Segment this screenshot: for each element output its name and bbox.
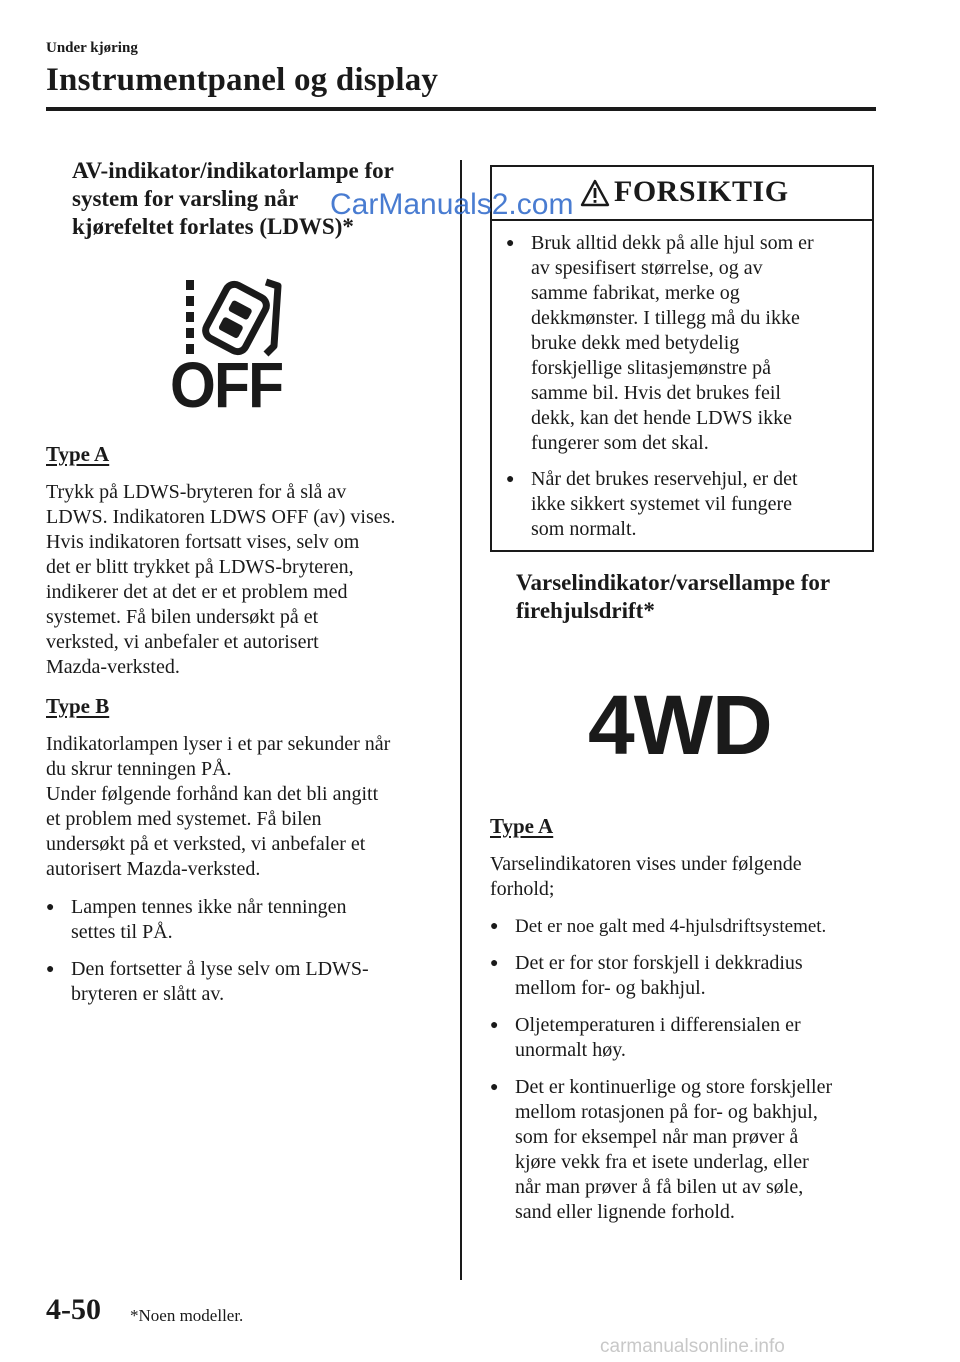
footnote: *Noen modeller. <box>130 1306 244 1325</box>
page-title: Instrumentpanel og display <box>46 62 439 98</box>
title-rule <box>46 107 876 111</box>
text-line: Varselindikatoren vises under følgende <box>490 853 802 875</box>
type-b-label: Type B <box>46 694 110 718</box>
text-line: autorisert Mazda-verksted. <box>46 858 261 880</box>
column-divider <box>460 160 462 1280</box>
ldws-off-icon <box>170 276 290 421</box>
text-line: det er blitt trykket på LDWS-bryteren, <box>46 556 354 578</box>
text-line: Mazda-verksted. <box>46 656 180 678</box>
text-line: Det er noe galt med 4-hjulsdriftsystemet. <box>515 916 827 937</box>
text-line: Det er for stor forskjell i dekkradius <box>515 952 803 974</box>
ldws-type-a-paragraph <box>46 480 395 680</box>
text-line: Den fortsetter å lyse selv om LDWS- <box>71 958 369 980</box>
bullet-icon: ● <box>490 919 499 934</box>
4wd-icon: 4WD <box>588 678 772 772</box>
watermark: CarManuals2.com <box>330 188 574 221</box>
text-line: Det er kontinuerlige og store forskjeller <box>515 1076 833 1098</box>
text-line: mellom for- og bakhjul. <box>515 977 706 999</box>
text-line: du skrur tenningen PÅ. <box>46 758 232 780</box>
text-line: Trykk på LDWS-bryteren for å slå av <box>46 481 347 503</box>
text-line: systemet. Få bilen undersøkt på et <box>46 606 319 628</box>
text-line: indikerer det at det er et problem med <box>46 581 348 603</box>
footer-site-watermark: carmanualsonline.info <box>600 1336 785 1357</box>
bullet-icon: ● <box>46 962 55 977</box>
bullet-icon: ● <box>506 472 515 487</box>
ldws-heading-line: system for varsling når <box>72 186 299 211</box>
caution-box <box>490 165 874 552</box>
ldws-heading-line: AV-indikator/indikatorlampe for <box>72 158 394 183</box>
warning-triangle-icon <box>580 179 610 207</box>
page-number: 4-50 <box>46 1293 101 1326</box>
text-line: Når det brukes reservehjul, er det <box>531 468 798 490</box>
text-line: Hvis indikatoren fortsatt vises, selv om <box>46 531 360 553</box>
text-line: forskjellige slitasjemønstre på <box>531 357 771 379</box>
text-line: dekk, kan det hende LDWS ikke <box>531 407 793 429</box>
text-line: samme bil. Hvis det brukes feil <box>531 382 781 404</box>
bullet-icon: ● <box>46 900 55 915</box>
text-line: når man prøver å få bilen ut av søle, <box>515 1176 804 1198</box>
text-line: verksted, vi anbefaler et autorisert <box>46 631 319 653</box>
text-line: Lampen tennes ikke når tenningen <box>71 896 347 918</box>
bullet-icon: ● <box>490 956 499 971</box>
text-line: undersøkt på et verksted, vi anbefaler et <box>46 833 366 855</box>
text-line: bryteren er slått av. <box>71 983 225 1005</box>
bullet-icon: ● <box>490 1018 499 1033</box>
fourwd-type-a-paragraph <box>490 852 802 902</box>
text-line: Under følgende forhånd kan det bli angitt <box>46 783 379 805</box>
caution-title: FORSIKTIG <box>614 175 789 208</box>
text-line: settes til PÅ. <box>71 921 173 943</box>
text-line: av spesifisert størrelse, og av <box>531 257 763 279</box>
ldws-heading-line: kjørefeltet forlates (LDWS)* <box>72 214 354 239</box>
fourwd-heading-line: Varselindikator/varsellampe for <box>516 570 831 595</box>
text-line: et problem med systemet. Få bilen <box>46 808 322 830</box>
text-line: sand eller lignende forhold. <box>515 1201 735 1223</box>
fourwd-heading-line: firehjulsdrift* <box>516 598 655 623</box>
bullet-icon: ● <box>506 236 515 251</box>
text-line: mellom rotasjonen på for- og bakhjul, <box>515 1101 818 1123</box>
text-line: som for eksempel når man prøver å <box>515 1126 799 1148</box>
text-line: dekkmønster. I tillegg må du ikke <box>531 307 800 329</box>
ldws-off-text: OFF <box>170 349 283 421</box>
text-line: forhold; <box>490 878 555 900</box>
text-line: Indikatorlampen lyser i et par sekunder når <box>46 733 391 755</box>
text-line: Oljetemperaturen i differensialen er <box>515 1014 801 1036</box>
text-line: Bruk alltid dekk på alle hjul som er <box>531 232 814 254</box>
breadcrumb: Under kjøring <box>46 40 138 56</box>
bullet-icon: ● <box>490 1080 499 1095</box>
ldws-type-b-paragraph <box>46 732 390 882</box>
type-a-label: Type A <box>490 814 554 838</box>
text-line: som normalt. <box>531 518 637 540</box>
text-line: fungerer som det skal. <box>531 432 709 454</box>
fourwd-heading <box>516 569 830 625</box>
text-line: samme fabrikat, merke og <box>531 282 740 304</box>
text-line: unormalt høy. <box>515 1039 626 1061</box>
text-line: ikke sikkert systemet vil fungere <box>531 493 793 515</box>
text-line: bruke dekk med betydelig <box>531 332 740 354</box>
text-line: LDWS. Indikatoren LDWS OFF (av) vises. <box>46 506 396 528</box>
text-line: kjøre vekk fra et isete underlag, eller <box>515 1151 809 1173</box>
type-a-label: Type A <box>46 442 110 466</box>
